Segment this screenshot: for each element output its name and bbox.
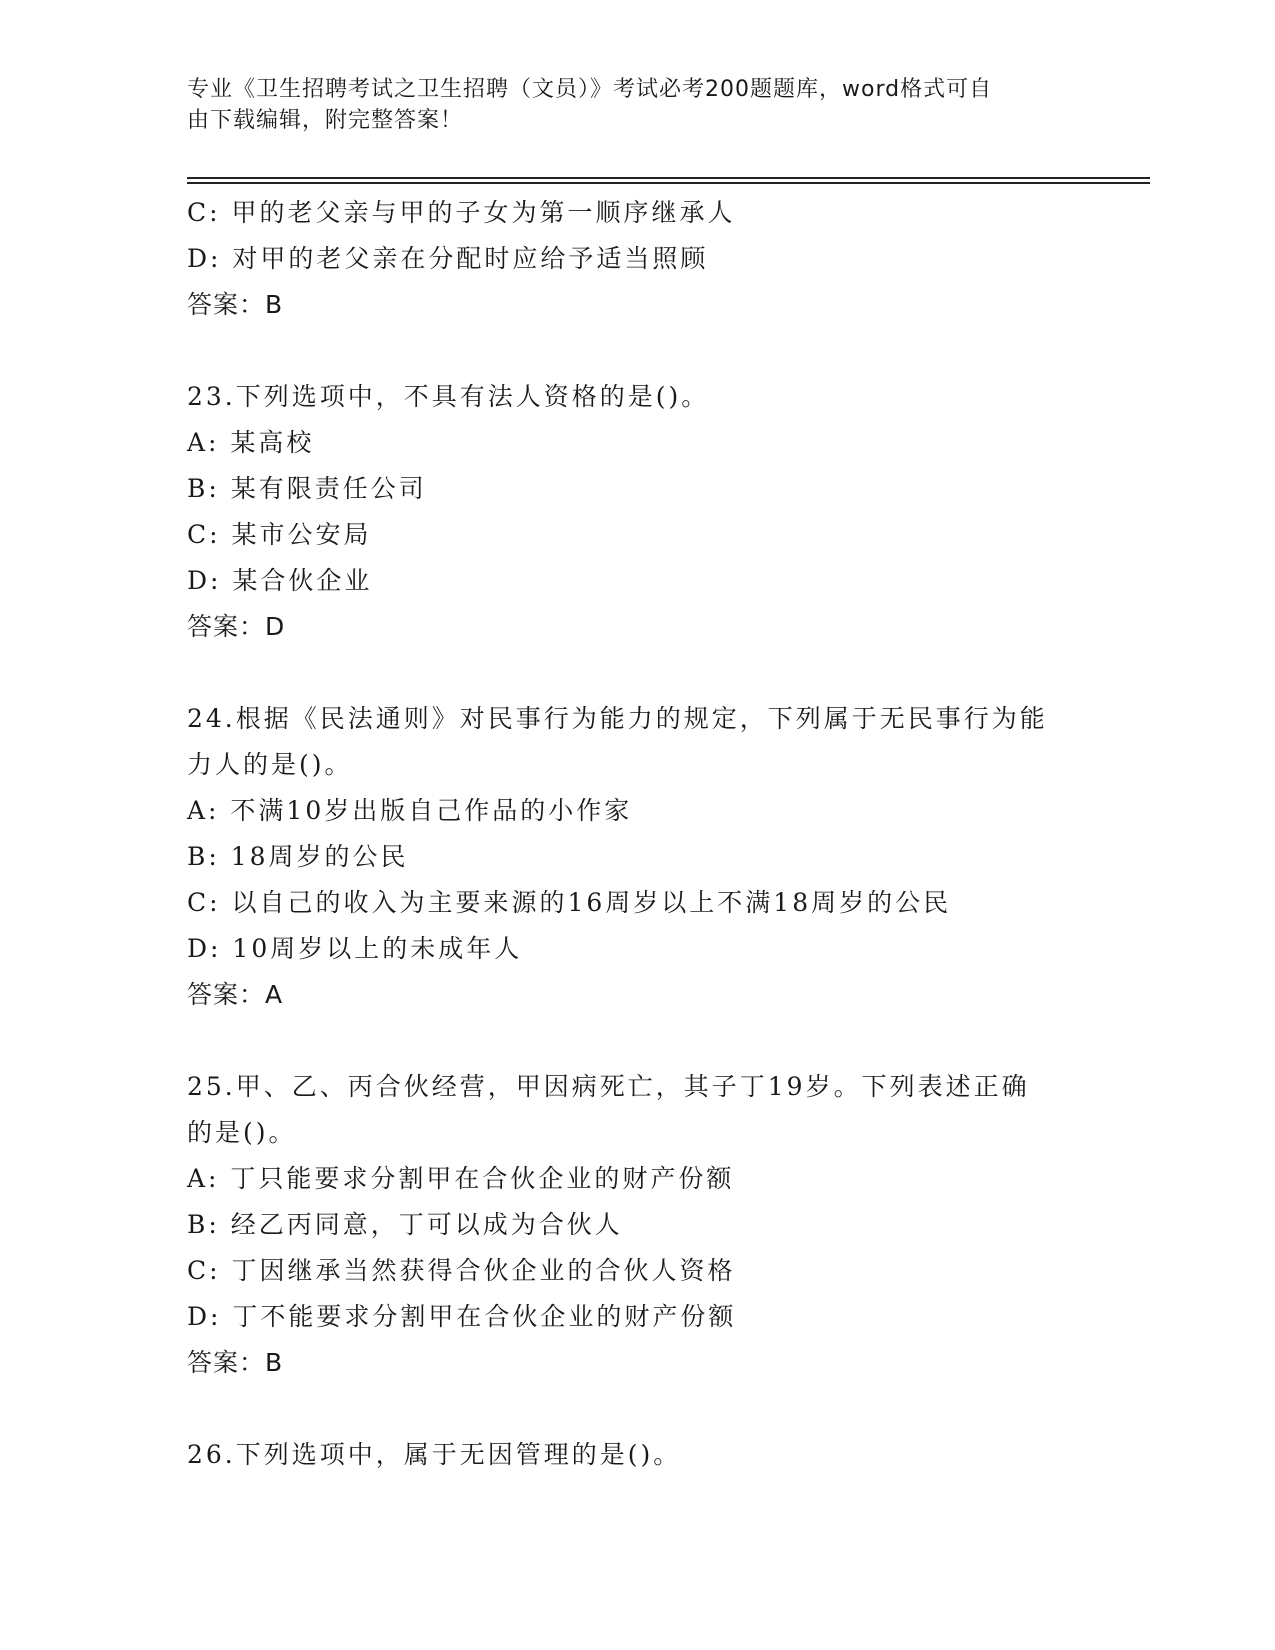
question-text-line-2: 的是()。 [187, 1118, 297, 1147]
question-block-26 [187, 1432, 1087, 1478]
question-text: 26.下列选项中，属于无因管理的是()。 [187, 1440, 682, 1469]
option-d: D: 10周岁以上的未成年人 [187, 934, 523, 963]
question-block-25 [187, 1064, 1087, 1386]
answer-label: 答案：B [187, 290, 284, 319]
spacer [187, 328, 1087, 374]
header-line-2: 由下载编辑，附完整答案！ [187, 108, 464, 133]
option-d: D: 对甲的老父亲在分配时应给予适当照顾 [187, 244, 709, 273]
option-b: B: 经乙丙同意，丁可以成为合伙人 [187, 1210, 623, 1239]
question-text: 23.下列选项中，不具有法人资格的是()。 [187, 382, 710, 411]
option-d: D: 丁不能要求分割甲在合伙企业的财产份额 [187, 1302, 737, 1331]
answer-label: 答案：A [187, 980, 284, 1009]
option-a: A: 某高校 [187, 428, 315, 457]
question-block-24 [187, 696, 1087, 1018]
spacer [187, 1386, 1087, 1432]
document-header [187, 74, 1067, 136]
option-a: A: 不满10岁出版自己作品的小作家 [187, 796, 633, 825]
header-divider-bottom [187, 182, 1150, 184]
question-text-line-1: 25.甲、乙、丙合伙经营，甲因病死亡，其子丁19岁。下列表述正确 [187, 1072, 1030, 1101]
option-d: D: 某合伙企业 [187, 566, 373, 595]
spacer [187, 1018, 1087, 1064]
question-text-line-2: 力人的是()。 [187, 750, 353, 779]
question-list [187, 190, 1087, 1478]
option-a: A: 丁只能要求分割甲在合伙企业的财产份额 [187, 1164, 735, 1193]
option-b: B: 某有限责任公司 [187, 474, 427, 503]
option-c: C: 丁因继承当然获得合伙企业的合伙人资格 [187, 1256, 736, 1285]
header-line-1: 专业《卫生招聘考试之卫生招聘（文员）》考试必考200题题库，word格式可自 [187, 77, 993, 102]
option-c: C: 以自己的收入为主要来源的16周岁以上不满18周岁的公民 [187, 888, 952, 917]
question-text-line-1: 24.根据《民法通则》对民事行为能力的规定，下列属于无民事行为能 [187, 704, 1048, 733]
answer-label: 答案：B [187, 1348, 284, 1377]
option-b: B: 18周岁的公民 [187, 842, 409, 871]
option-c: C: 甲的老父亲与甲的子女为第一顺序继承人 [187, 198, 736, 227]
option-c: C: 某市公安局 [187, 520, 372, 549]
answer-label: 答案：D [187, 612, 286, 641]
question-block-22 [187, 190, 1087, 328]
header-divider-top [187, 177, 1150, 179]
question-block-23 [187, 374, 1087, 650]
spacer [187, 650, 1087, 696]
